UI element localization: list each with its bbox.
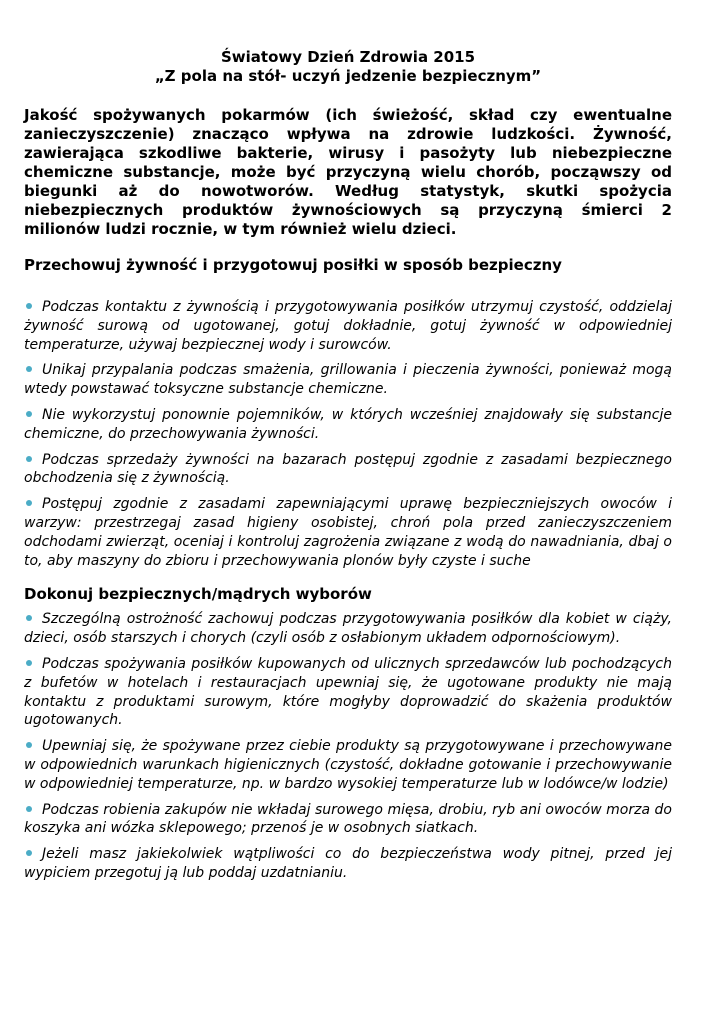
bullet-list-choices (24, 610, 672, 882)
bullet-icon (26, 303, 32, 309)
section-heading-storage: Przechowuj żywność i przygotowuj posiłki w sposób bezpieczny (24, 256, 562, 274)
list-item-text: Podczas robienia zakupów nie wkładaj surowego mięsa, drobiu, ryb ani owoców morza do koszyka ani wózka sklepowego; przenoś je w osobnych siatkach. (24, 801, 672, 837)
list-item (24, 451, 672, 489)
list-item (24, 298, 672, 354)
list-item-text: Unikaj przypalania podczas smażenia, grillowania i pieczenia żywności, ponieważ mogą wtedy powstawać toksyczne substancje chemiczne. (24, 362, 672, 398)
bullet-icon (26, 456, 32, 462)
list-item (24, 845, 672, 883)
document-page (24, 48, 672, 890)
bullet-icon (26, 500, 32, 506)
bullet-icon (26, 660, 32, 666)
list-item (24, 655, 672, 730)
list-item-text: Nie wykorzystuj ponownie pojemników, w których wcześniej znajdowały się substancje chemiczne, do przechowywania żywności. (24, 406, 672, 442)
list-item-text: Postępuj zgodnie z zasadami zapewniającymi uprawę bezpieczniejszych owoców i warzyw: przestrzegaj zasad higieny osobistej, chroń pola przed zanieczyszczeniem odchodami zwierząt, oceniaj i kontroluj zagrożenia związane z wodą do nawadniania, dbaj o to, aby maszyny do zbioru i przechowywania plonów były czyste i suche (24, 496, 672, 569)
bullet-icon (26, 806, 32, 812)
bullet-icon (26, 742, 32, 748)
list-item-text: Podczas sprzedaży żywności na bazarach postępuj zgodnie z zasadami bezpiecznego obchodzenia się z żywnością. (24, 451, 672, 487)
list-item (24, 361, 672, 399)
title-line-1: Światowy Dzień Zdrowia 2015 (220, 48, 476, 66)
list-item-text: Jeżeli masz jakiekolwiek wątpliwości co do bezpieczeństwa wody pitnej, przed jej wypiciem przegotuj ją lub poddaj uzdatnianiu. (24, 846, 672, 881)
bullet-icon (26, 850, 32, 856)
section-heading-choices: Dokonuj bezpiecznych/mądrych wyborów (24, 585, 372, 604)
title-line-2: „Z pola na stół- uczyń jedzenie bezpiecznym” (154, 67, 542, 85)
bullet-list-storage (24, 298, 672, 570)
list-item-text: Szczególną ostrożność zachowuj podczas przygotowywania posiłków dla kobiet w ciąży, dzieci, osób starszych i chorych (czyli osób z osłabionym układem odpornościowym). (24, 611, 672, 647)
list-item (24, 495, 672, 570)
intro-paragraph: Jakość spożywanych pokarmów (ich świeżość, skład czy ewentualne zanieczyszczenie) znacząco wpływa na zdrowie ludzkości. Żywność, zawierająca szkodliwe bakterie, wirusy i pasożyty lub niebezpieczne chemiczne substancje, może być przyczyną wielu chorób, począwszy od biegunki aż do nowotworów. Według statystyk, skutki spożycia niebezpiecznych produktów żywnościowych są przyczyną śmierci 2 milionów ludzi rocznie, w tym również wielu dzieci. (24, 106, 672, 238)
list-item (24, 406, 672, 444)
list-item-text: Podczas spożywania posiłków kupowanych od ulicznych sprzedawców lub pochodzących z bufetów w hotelach i restauracjach upewniaj się, że ugotowane produkty nie mają kontaktu z produktami surowym, które mogłyby doprowadzić do skażenia produktów ugotowanych. (24, 655, 672, 729)
bullet-icon (26, 411, 32, 417)
bullet-icon (26, 366, 32, 372)
bullet-icon (26, 615, 32, 621)
list-item-text: Upewniaj się, że spożywane przez ciebie produkty są przygotowywane i przechowywane w odpowiednich warunkach higienicznych (czystość, dokładne gotowanie i przechowywanie w odpowiedniej temperaturze, np. w bardzo wysokiej temperaturze lub w lodówce/w lodzie) (24, 738, 672, 792)
list-item (24, 737, 672, 793)
list-item (24, 801, 672, 839)
list-item (24, 610, 672, 648)
document-title (24, 48, 672, 86)
list-item-text: Podczas kontaktu z żywnością i przygotowywania posiłków utrzymuj czystość, oddzielaj żywność surową od ugotowanej, gotuj dokładnie, gotuj żywność w odpowiedniej temperaturze, używaj bezpiecznej wody i surowców. (24, 299, 672, 353)
